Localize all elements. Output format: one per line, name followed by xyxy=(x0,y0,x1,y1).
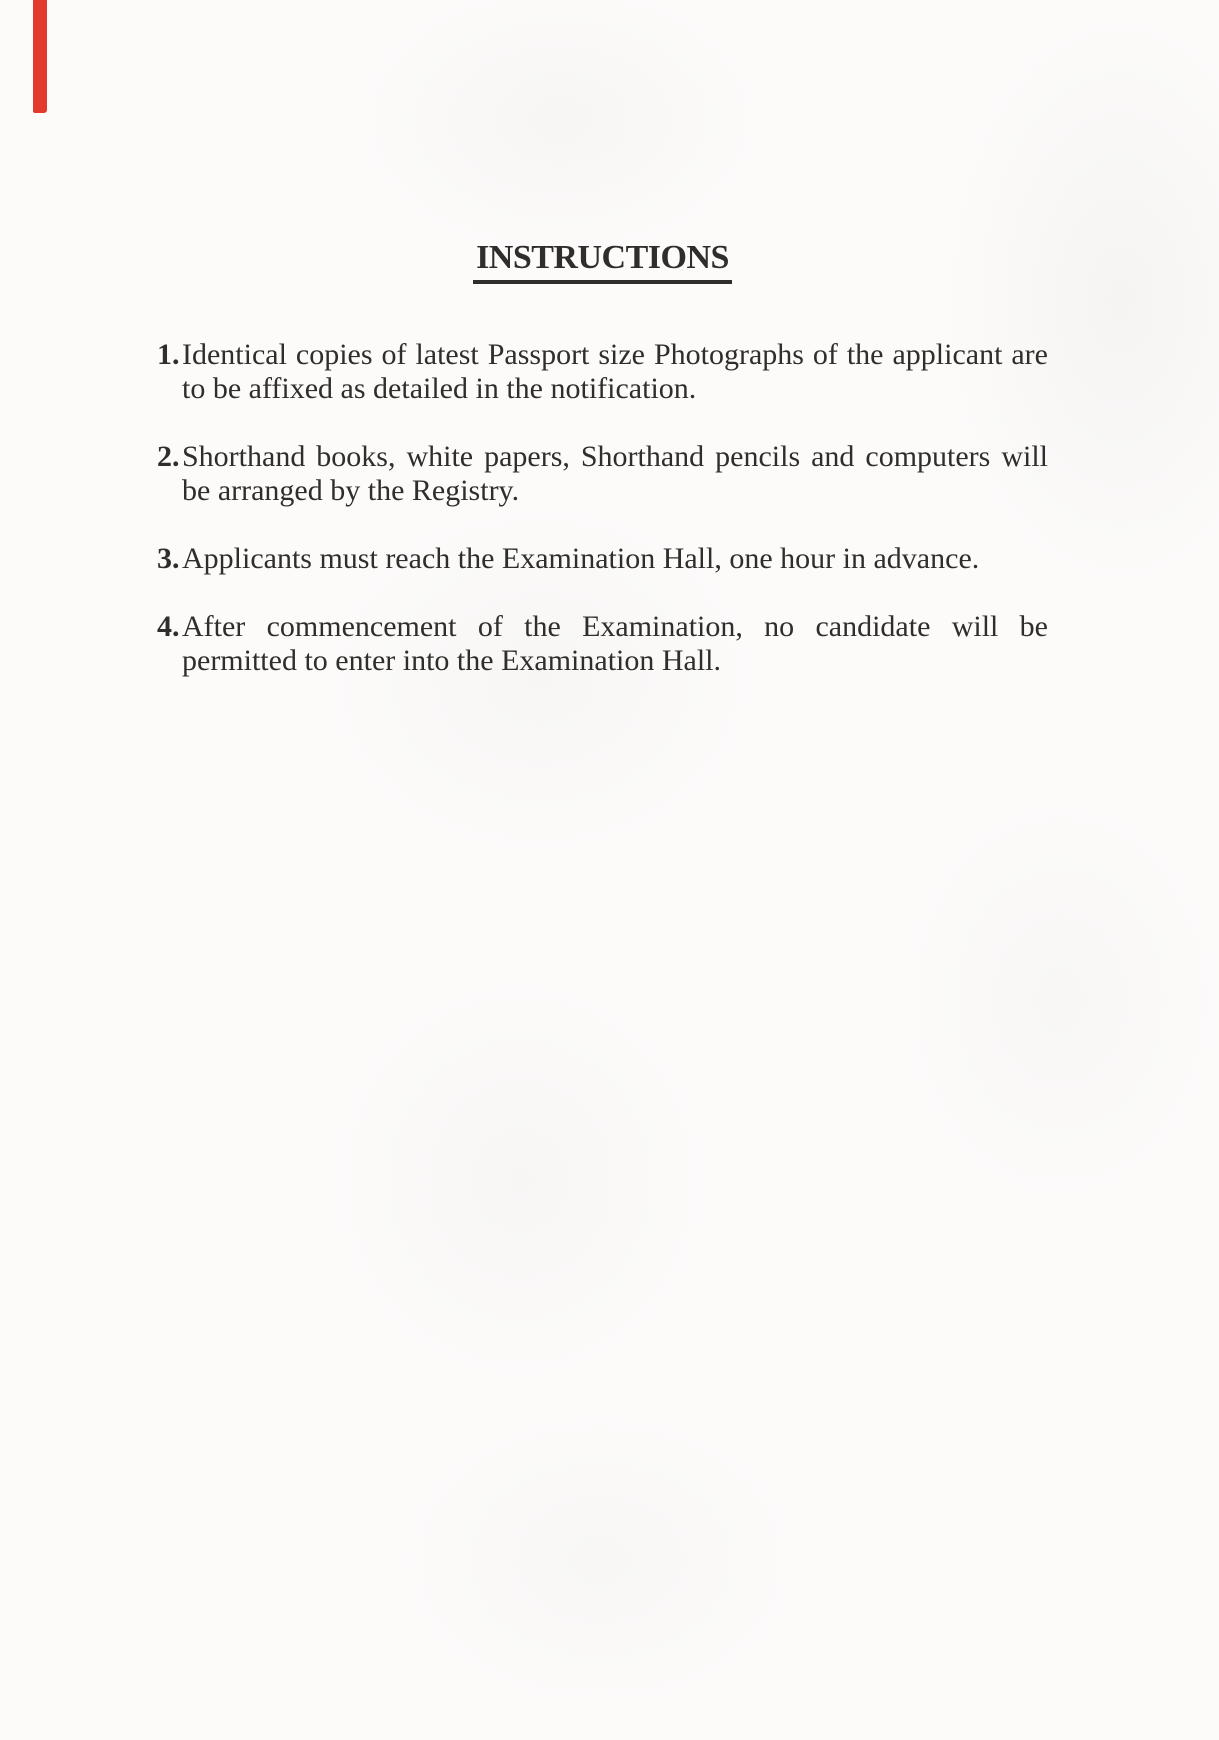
item-text: Applicants must reach the Examination Hall, one hour in advance. xyxy=(182,542,980,575)
item-text: Identical copies of latest Passport size Photographs of the applicant are to be affixed as detailed in the notification. xyxy=(182,338,1048,405)
item-number: 1. xyxy=(157,338,180,371)
document-title: INSTRUCTIONS xyxy=(473,241,732,284)
item-number: 2. xyxy=(157,440,180,473)
item-text: After commencement of the Examination, no candidate will be permitted to enter into the Examination Hall. xyxy=(182,610,1048,677)
scan-edge-mark xyxy=(33,0,47,113)
instruction-item xyxy=(157,338,1048,406)
instruction-list xyxy=(157,338,1048,712)
instruction-item xyxy=(157,440,1048,508)
item-number: 3. xyxy=(157,542,180,575)
item-number: 4. xyxy=(157,610,180,643)
item-text: Shorthand books, white papers, Shorthand pencils and computers will be arranged by the Registry. xyxy=(182,440,1048,507)
title-row xyxy=(157,241,1048,284)
instruction-item xyxy=(157,610,1048,678)
instruction-item xyxy=(157,542,1048,576)
